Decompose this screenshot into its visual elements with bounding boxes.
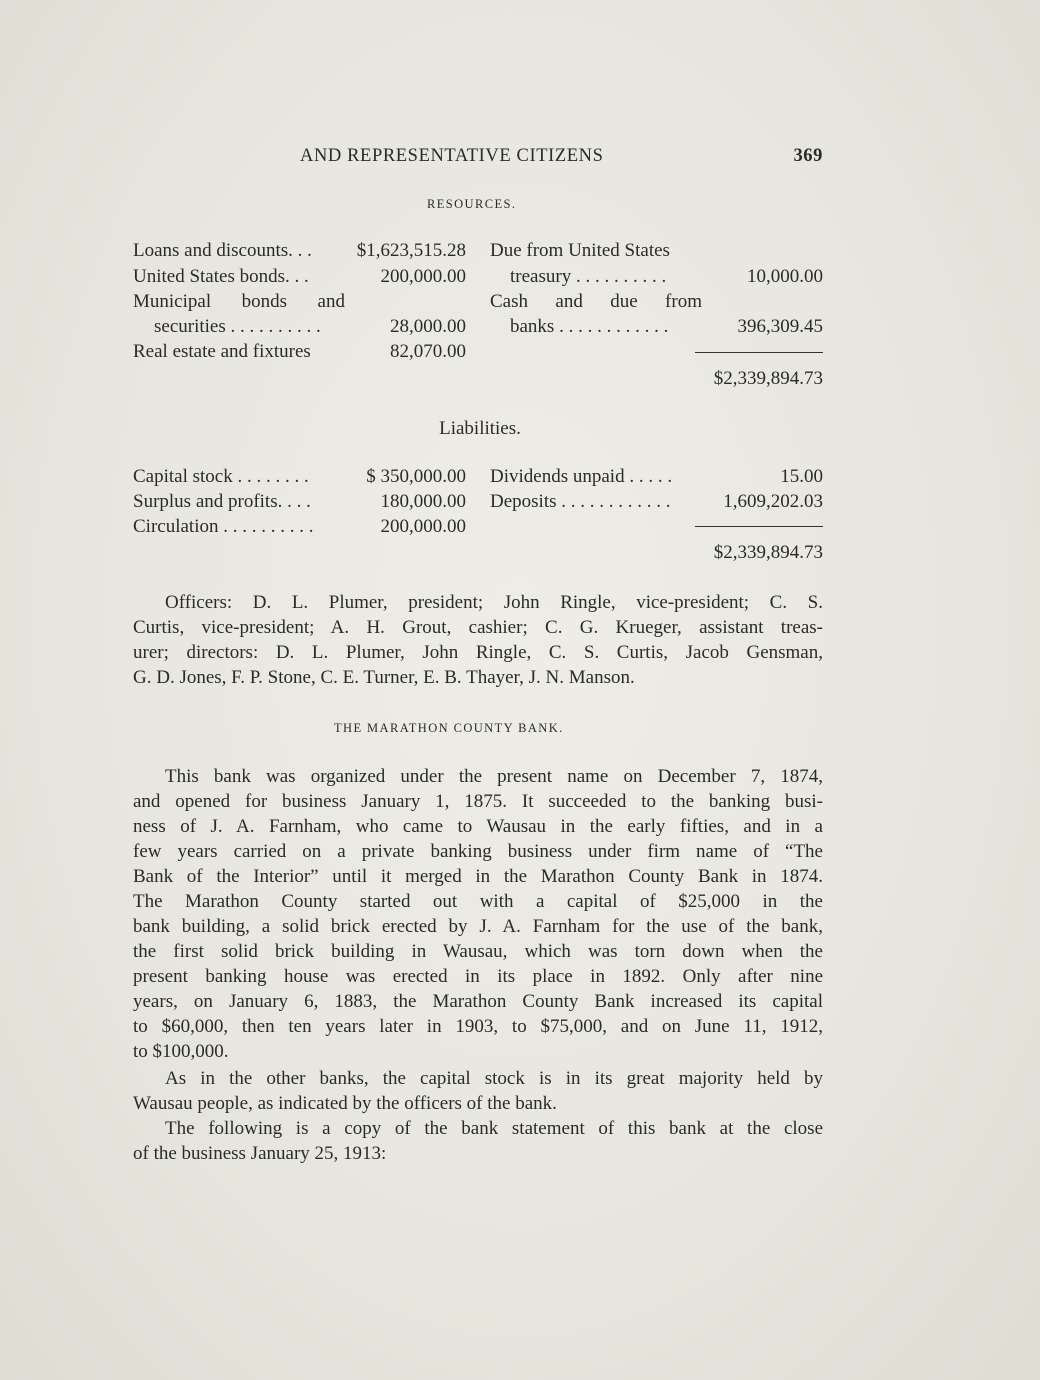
liability-amount: 180,000.00	[380, 491, 466, 512]
liabilities-heading: Liabilities.	[439, 418, 521, 439]
resource-amount: 200,000.00	[380, 266, 466, 287]
resource-label: Municipal bonds and	[133, 291, 345, 312]
text-line: years, on January 6, 1883, the Marathon County Bank increased its capital	[133, 991, 823, 1012]
liabilities-left-column	[133, 464, 473, 544]
text-line: Bank of the Interior” until it merged in the Marathon County Bank in 1874.	[133, 866, 823, 887]
text-line: The Marathon County started out with a capital of $25,000 in the	[133, 891, 823, 912]
running-head	[133, 146, 823, 170]
text-line: G. D. Jones, F. P. Stone, C. E. Turner, E. B. Thayer, J. N. Manson.	[133, 667, 635, 688]
liability-label: Surplus and profits. . . .	[133, 491, 311, 512]
liabilities-total-amount: $2,339,894.73	[713, 542, 823, 563]
text-line: few years carried on a private banking business under firm name of “The	[133, 841, 823, 862]
liability-label: Deposits . . . . . . . . . . . .	[490, 491, 671, 512]
text-line: As in the other banks, the capital stock is in its great majority held by	[165, 1068, 823, 1089]
total-rule	[695, 526, 823, 527]
body-paragraph	[133, 1066, 823, 1116]
text-line: to $100,000.	[133, 1041, 229, 1062]
resource-amount: 10,000.00	[747, 266, 823, 287]
resource-label: banks . . . . . . . . . . . .	[510, 316, 669, 337]
resource-label: Due from United States	[490, 240, 670, 261]
liability-amount: 200,000.00	[380, 516, 466, 537]
liability-label: Capital stock . . . . . . . .	[133, 466, 309, 487]
body-paragraph	[133, 764, 823, 1064]
resources-total-amount: $2,339,894.73	[713, 368, 823, 389]
liabilities-total	[640, 540, 823, 566]
resource-amount: 82,070.00	[390, 341, 466, 362]
text-line: bank building, a solid brick erected by J. A. Farnham for the use of the bank,	[133, 916, 823, 937]
resource-label: United States bonds. . .	[133, 266, 309, 287]
text-line: Officers: D. L. Plumer, president; John Ringle, vice-president; C. S.	[165, 592, 823, 613]
text-line: This bank was organized under the present name on December 7, 1874,	[165, 766, 823, 787]
section-heading: THE MARATHON COUNTY BANK.	[334, 721, 564, 735]
text-line: ness of J. A. Farnham, who came to Wausau in the early fifties, and in a	[133, 816, 823, 837]
text-line: of the business January 25, 1913:	[133, 1143, 387, 1164]
text-line: present banking house was erected in its place in 1892. Only after nine	[133, 966, 823, 987]
resource-amount: 28,000.00	[390, 316, 466, 337]
resource-label: Real estate and fixtures	[133, 341, 311, 362]
resource-label: treasury . . . . . . . . . .	[510, 266, 667, 287]
liability-amount: $ 350,000.00	[366, 466, 466, 487]
liability-label: Circulation . . . . . . . . . .	[133, 516, 314, 537]
text-line: Wausau people, as indicated by the officers of the bank.	[133, 1093, 557, 1114]
body-paragraph	[133, 1116, 823, 1166]
resources-total	[640, 366, 823, 392]
liability-label: Dividends unpaid . . . . .	[490, 466, 673, 487]
page-number: 369	[793, 146, 823, 166]
resource-label: Cash and due from	[490, 291, 702, 312]
liability-amount: 15.00	[780, 466, 823, 487]
running-head-title: AND REPRESENTATIVE CITIZENS	[300, 146, 604, 166]
text-line: to $60,000, then ten years later in 1903, to $75,000, and on June 11, 1912,	[133, 1016, 823, 1037]
resources-heading: RESOURCES.	[427, 197, 517, 211]
total-rule	[695, 352, 823, 353]
resource-label: Loans and discounts. . .	[133, 240, 312, 261]
text-line: and opened for business January 1, 1875. It succeeded to the banking busi-	[133, 791, 823, 812]
resource-amount: $1,623,515.28	[356, 240, 466, 261]
resource-label: securities . . . . . . . . . .	[154, 316, 321, 337]
text-line: urer; directors: D. L. Plumer, John Ringle, C. S. Curtis, Jacob Gensman,	[133, 642, 823, 663]
resources-left-column	[133, 238, 473, 368]
liability-amount: 1,609,202.03	[723, 491, 823, 512]
text-line: the first solid brick building in Wausau, which was torn down when the	[133, 941, 823, 962]
resource-amount: 396,309.45	[737, 316, 823, 337]
officers-paragraph	[133, 590, 823, 690]
text-line: Curtis, vice-president; A. H. Grout, cashier; C. G. Krueger, assistant treas-	[133, 617, 823, 638]
liabilities-right-column	[490, 464, 823, 520]
text-line: The following is a copy of the bank statement of this bank at the close	[165, 1118, 823, 1139]
